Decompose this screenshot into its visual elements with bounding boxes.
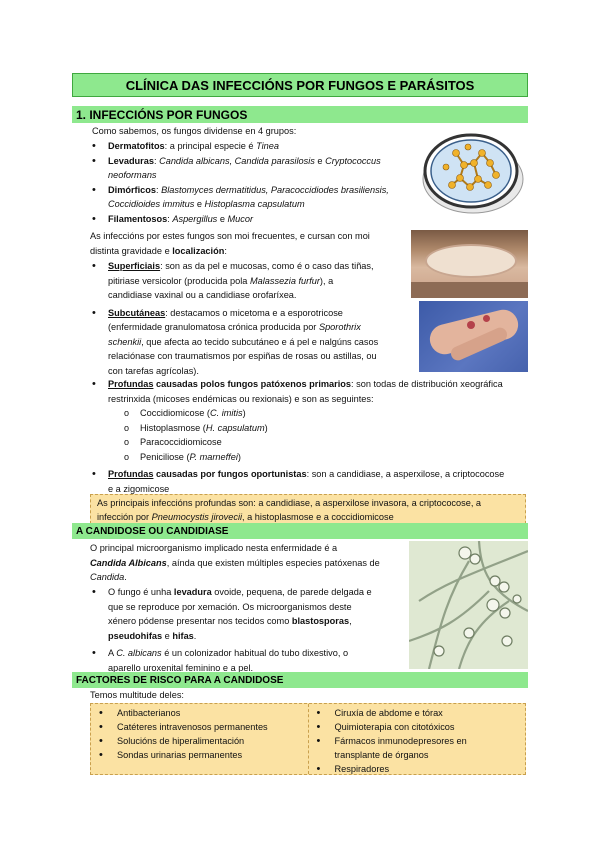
- candida-facts-list: [90, 585, 410, 675]
- list-item: • Solucións de hiperalimentación: [91, 734, 308, 748]
- list-item: • Profundas causadas polos fungos patóxenos primarios: son todas de distribución xeográfica restrinxida (micoses endémicas ou rexionais) e son as seguintes: o Coccidiomicose (C. imitis) o Histoplasmose (H. capsulatum) o Paracoccidiomicose o Peniciliose (P. marneffei): [90, 377, 530, 464]
- section-heading-risk-factors: FACTORES DE RISCO PARA A CANDIDOSE: [72, 672, 528, 688]
- risk-factors-right: [308, 704, 526, 774]
- list-item: • Ciruxía de abdome e tórax: [309, 706, 526, 720]
- candidose-intro: O principal microorganismo implicado nesta enfermidade é a Candida Albicans, aínda que existen múltiples especies patóxenas de Candida.: [90, 543, 380, 582]
- list-item: • Quimioterapia con citotóxicos: [309, 720, 526, 734]
- list-item: • Subcutáneas: destacamos o micetoma e a esporotricose (enfermidade granulomatosa crónica producida por Sporothrix schenkii, que afecta ao tecido subcutáneo e á pel e nalgúns casos relaciónase con traumatismos por espiñas de rosas ou astillas, ou con tarefas agrícolas).: [90, 306, 410, 379]
- list-item: o Peniciliose (P. marneffei): [122, 450, 530, 465]
- deep-infection-list: [90, 377, 530, 496]
- risk-factors-left: [91, 704, 308, 774]
- list-item: o Histoplasmose (H. capsulatum): [122, 421, 530, 436]
- fungi-group-list: [90, 139, 410, 226]
- infection-type-list: [90, 259, 410, 378]
- risk-intro: Temos multitude deles:: [90, 690, 184, 700]
- list-item: • Sondas urinarias permanentes: [91, 748, 308, 762]
- list-item: • A C. albicans é un colonizador habitual do tubo dixestivo, o aparello uroxenital feminino e a pel.: [90, 646, 410, 675]
- para-infections: As infeccións por estes fungos son moi frecuentes, e cursan con moi distinta gravidade e localización:: [90, 231, 370, 256]
- section-heading-fungos: 1. INFECCIÓNS POR FUNGOS: [72, 106, 528, 123]
- petri-dish-image: [416, 123, 528, 218]
- list-item: o Coccidiomicose (C. imitis): [122, 406, 530, 421]
- candida-microscopy-image: [409, 541, 528, 669]
- list-item: • Superficiais: son as da pel e mucosas, como é o caso das tiñas, pitiriase versicolor (producida pola Malassezia furfur), a candidiase vaxinal ou a candidiase orofaríxea.: [90, 259, 410, 303]
- list-item: • Levaduras: Candida albicans, Candida parasilosis e Cryptococcus neoformans: [90, 154, 410, 183]
- list-item: • Dimórficos: Blastomyces dermatitidus, Paracoccidiodes brasiliensis, Coccidioides immitus e Histoplasma capsulatum: [90, 183, 410, 212]
- page-title: CLÍNICA DAS INFECCIÓNS POR FUNGOS E PARÁSITOS: [72, 73, 528, 97]
- list-item: o Paracoccidiomicose: [122, 435, 530, 450]
- superficial-infection-photo: [411, 230, 528, 298]
- intro-text: Como sabemos, os fungos dividense en 4 grupos:: [92, 126, 297, 136]
- endemic-mycoses-list: [122, 406, 530, 464]
- risk-factors-box: [90, 703, 526, 775]
- list-item: • Respiradores: [309, 762, 526, 776]
- list-item: • Profundas causadas por fungos oportunistas: son a candidiase, a asperxilose, a criptococose e a zigomicose: [90, 467, 530, 496]
- list-item: • Dermatofitos: a principal especie é Tinea: [90, 139, 410, 154]
- list-item: • O fungo é unha levadura ovoide, pequena, de parede delgada e que se reproduce por xemación. Os microorganismos deste xénero pódense presentar nos tecidos como blastosporas, pseudohifas e hifas.: [90, 585, 410, 643]
- section-heading-candidose: A CANDIDOSE OU CANDIDIASE: [72, 523, 528, 539]
- list-item: • Catéteres intravenosos permanentes: [91, 720, 308, 734]
- subcutaneous-infection-photo: [419, 301, 528, 372]
- list-item: • Antibacterianos: [91, 706, 308, 720]
- list-item: • Filamentosos: Aspergillus e Mucor: [90, 212, 410, 227]
- list-item: • Fármacos inmunodepresores en transplante de órganos: [309, 734, 526, 762]
- deep-infections-note: As principais infeccións profundas son: a candidiase, a asperxilose invasora, a criptococose, a infección por Pneumocystis jirovecii, a histoplasmose e a coccidiomicose: [90, 494, 526, 524]
